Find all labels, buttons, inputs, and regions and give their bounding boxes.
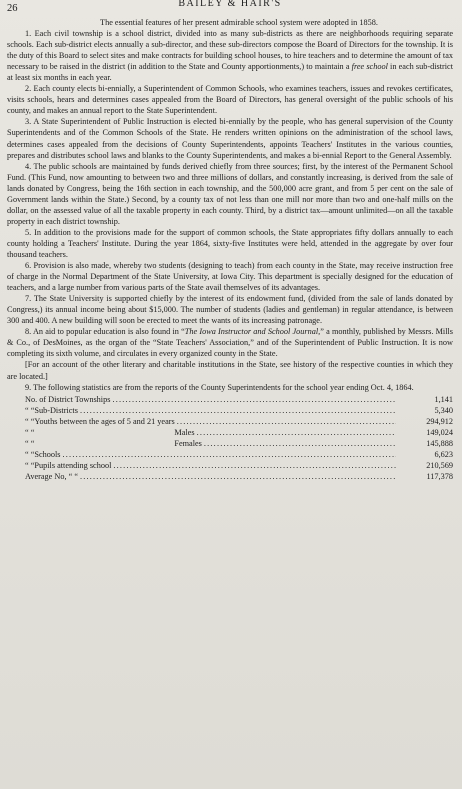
paragraph-1: 1. Each civil township is a school district, divided into as many sub-districts as there are neighborhoods requiring separate schools. Each sub-district elects annually a sub-director, and these sub-directors compose the Board of Directors for the township. It is the duty of this Board to select sites and make contracts for building school houses, to hire teachers and to determine the amount of tax necessary to be raised in the district (in addition to the State and County apportionments,) to maintain a free school in each sub-district at least six months in each year. bbox=[7, 29, 454, 83]
statistics-table bbox=[7, 394, 453, 482]
paragraph-9: 9. The following statistics are from the reports of the County Superintendents for the school year ending Oct. 4, 1864. bbox=[25, 382, 414, 392]
stat-value: 294,912 bbox=[426, 416, 453, 426]
paragraph-2: 2. Each county elects bi-ennially, a Superintendent of Common Schools, who examines teachers, issues and revokes certificates, visits schools, hears and determines cases appealed from the Board of Directors, has general oversight of the public schools of his county, and makes an annual report to the State Superintendent. bbox=[7, 84, 453, 116]
stat-value: 6,623 bbox=[434, 449, 453, 459]
stat-label: No. of District Townships bbox=[25, 394, 111, 404]
running-head: BAILEY & HAIR'S bbox=[178, 0, 282, 9]
stat-value: 1,141 bbox=[434, 394, 453, 404]
stat-label: Pupils attending school bbox=[34, 460, 112, 470]
stat-row: “ “ Schools ..... 6,623 bbox=[7, 449, 453, 460]
note-paragraph: [For an account of the other literary and charitable institutions in the State, see history of the respective counties in which they are located.] bbox=[7, 360, 453, 381]
paragraph-4: 4. The public schools are maintained by funds derived chiefly from three sources; first, by the interest of the Permanent School Fund. (This Fund, now amounting to between two and three millions of dollars, and constantly increasing, is derived from the sale of lands donated by Congress, being the 16th section in each township, and the 500,000 acre grant, and from 5 per cent on the sale of Government lands within the State.) Second, by a county tax of not less than one mill nor more than two and one-half mills on the dollar, on the assessed value of all the taxable property in each county. Third, by a district tax—amount unlimited—on all the taxable property in each district township. bbox=[7, 161, 453, 226]
leader-dots bbox=[80, 405, 396, 416]
stat-value: 145,888 bbox=[426, 438, 453, 448]
leader-dots bbox=[80, 471, 396, 482]
stat-row bbox=[7, 394, 453, 405]
paragraph-3: 3. A State Superintendent of Public Instruction is elected bi-ennially by the people, who has general supervision of the County Superintendents and of the Common Schools of the State. He renders written opinions on the administration of the school laws, determines cases appealed from the decisions of County Superintendents, appoints Teachers' Institutes in the various counties, prepares and distributes school laws and blanks to the County Superintendents, and makes a bi-ennial Report to the General Assembly. bbox=[7, 117, 453, 160]
intro-paragraph: The essential features of her present admirable school system were adopted in 1858. bbox=[100, 18, 378, 27]
stat-row: “ “ Males ..... 149,024 bbox=[7, 427, 453, 438]
stat-row: “ “ Pupils attending school ..... 210,569 bbox=[7, 460, 453, 471]
paragraph-8: 8. An aid to popular education is also found in “The Iowa Instructor and School Journal,” a monthly, published by Messrs. Mills & Co., of DesMoines, as the organ of the “State Teachers' Association,” and of the Superintendent of Public Instruction. It is now completing its sixth volume, and circulates in every organized county in the State. bbox=[7, 327, 454, 359]
stat-value: 5,340 bbox=[434, 405, 453, 415]
stat-value: 117,378 bbox=[426, 471, 453, 481]
stat-row: “ “ Sub-Districts ..... 5,340 bbox=[7, 405, 453, 416]
stat-value: 149,024 bbox=[426, 427, 453, 437]
stat-label: Youths between the ages of 5 and 21 years bbox=[34, 416, 175, 426]
paragraph-7: 7. The State University is supported chiefly by the interest of its endowment fund, (divided from the sale of lands donated by Congress,) its annual income being about $15,000. The number of students (ladies and gentleman) in regular attendance, is between 300 and 400. A new building will soon be erected to meet the wants of its increasing patronage. bbox=[7, 294, 453, 326]
leader-dots bbox=[197, 427, 396, 438]
leader-dots bbox=[177, 416, 396, 427]
page-number: 26 bbox=[7, 3, 18, 14]
stat-value: 210,569 bbox=[426, 460, 453, 470]
leader-dots bbox=[113, 460, 396, 471]
paragraph-5: 5. In addition to the provisions made for the support of common schools, the State appropriates fifty dollars annually to each county holding a Teachers' Institute. During the year 1864, sixty-five Institutes were held, attended in the aggregate by over four thousand teachers. bbox=[7, 227, 453, 259]
stat-row: “ “ Females ..... 145,888 bbox=[7, 438, 453, 449]
leader-dots bbox=[112, 394, 396, 405]
stat-label: Males bbox=[174, 427, 195, 437]
body-text bbox=[7, 17, 453, 393]
stat-label: Average No, “ “ bbox=[25, 471, 78, 481]
paragraph-6: 6. Provision is also made, whereby two students (designing to teach) from each county in the State, may receive instruction free of charge in the Normal Department of the State University, at Iowa City. This department is specially designed for the education of teachers, and a large number from various parts of the State avail themselves of its advantages. bbox=[7, 261, 453, 293]
stat-row: “ “ Youths between the ages of 5 and 21 years ..... 294,912 bbox=[7, 416, 453, 427]
stat-label: Females bbox=[174, 438, 202, 448]
leader-dots bbox=[63, 449, 396, 460]
stat-label: Schools bbox=[34, 449, 61, 459]
stat-row bbox=[7, 471, 453, 482]
page-header bbox=[7, 2, 453, 17]
stat-label: Sub-Districts bbox=[34, 405, 78, 415]
leader-dots bbox=[204, 438, 396, 449]
